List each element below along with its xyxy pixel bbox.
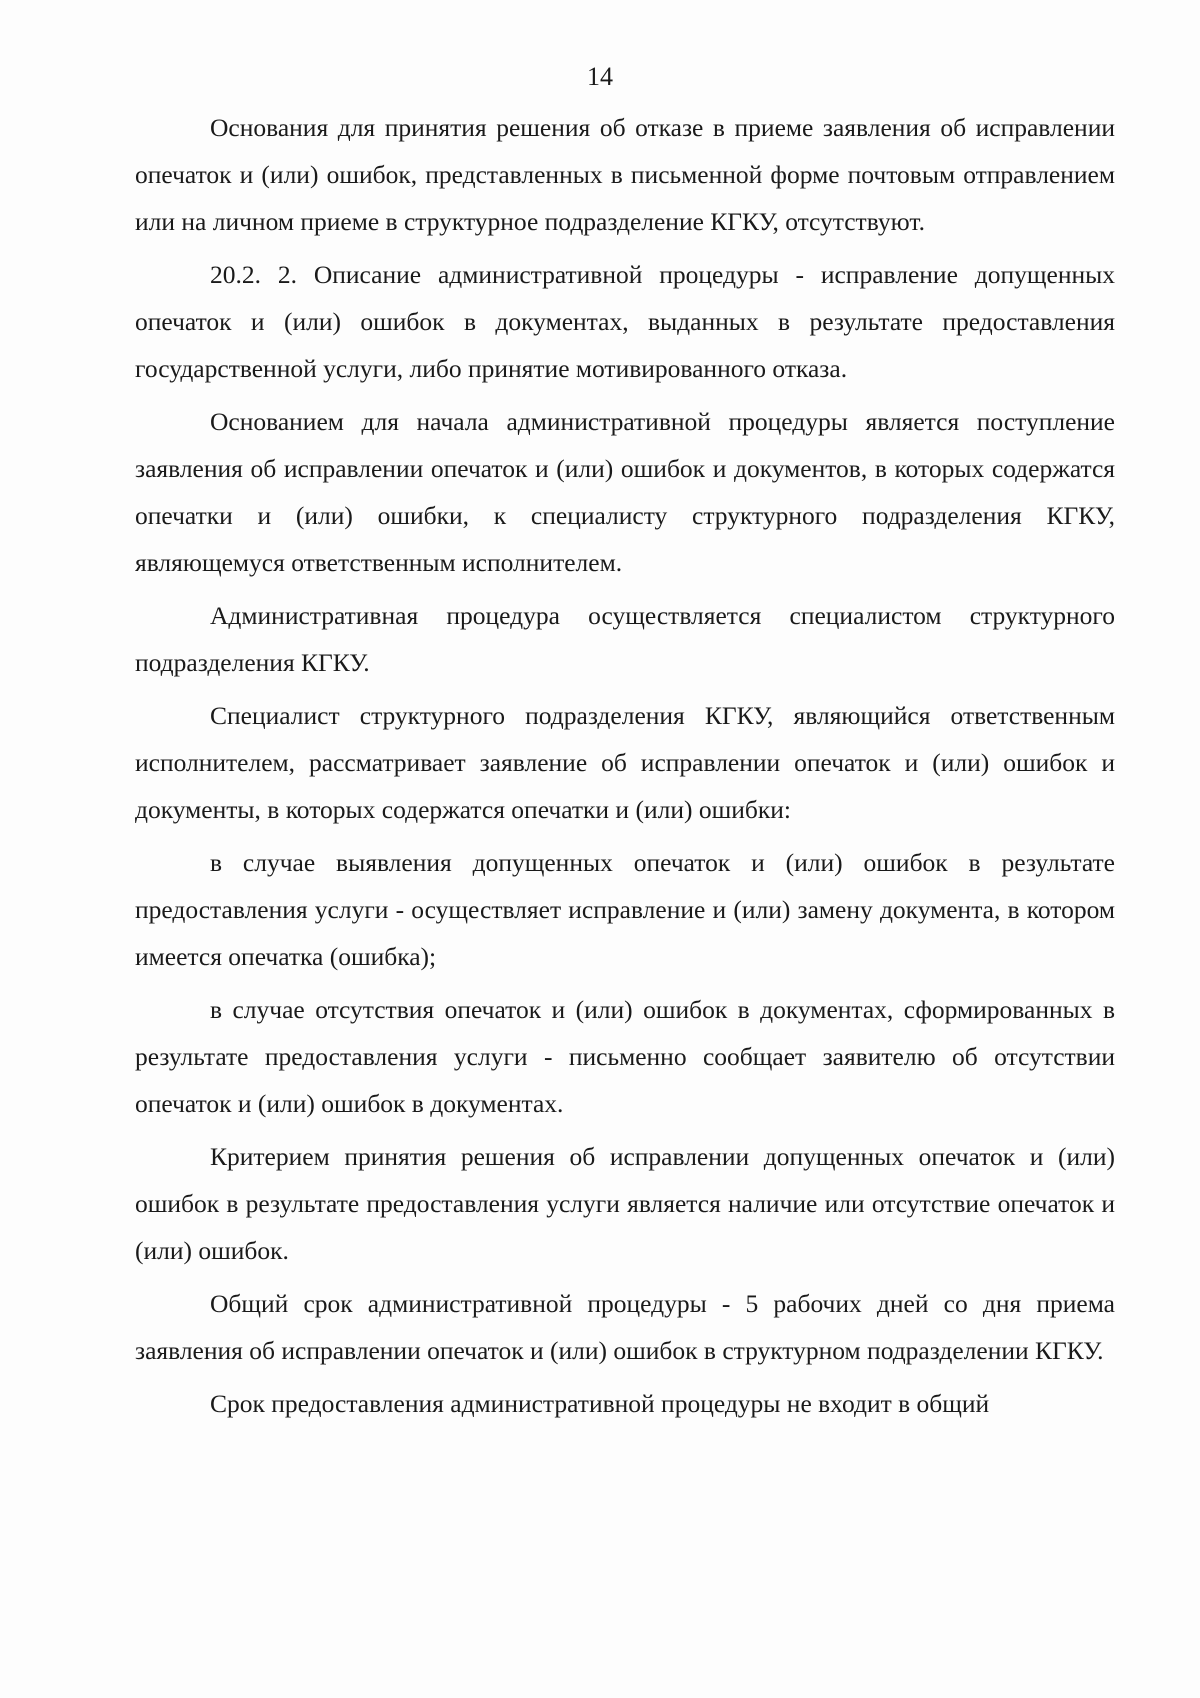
document-body <box>135 104 1115 1427</box>
page-number: 14 <box>587 62 613 91</box>
paragraph-total-term: Общий срок административной процедуры - 5 рабочих дней со дня приема заявления об исправлении опечаток и (или) ошибок в структурном подразделении КГКУ. <box>135 1289 1115 1365</box>
paragraph-procedure-executor: Административная процедура осуществляется специалистом структурного подразделения КГКУ. <box>135 601 1115 677</box>
paragraph-specialist-review: Специалист структурного подразделения КГКУ, являющийся ответственным исполнителем, рассматривает заявление об исправлении опечаток и (или) ошибок и документы, в которых содержатся опечатки и (или) ошибки: <box>135 701 1115 824</box>
paragraph-decision-criterion: Критерием принятия решения об исправлении допущенных опечаток и (или) ошибок в результате предоставления услуги является наличие или отсутствие опечаток и (или) ошибок. <box>135 1142 1115 1265</box>
paragraph-procedure-basis: Основанием для начала административной процедуры является поступление заявления об исправлении опечаток и (или) ошибок и документов, в которых содержатся опечатки и (или) ошибки, к специалисту структурного подразделения КГКУ, являющемуся ответственным исполнителем. <box>135 407 1115 577</box>
paragraph-term-continued: Срок предоставления административной процедуры не входит в общий <box>210 1389 990 1418</box>
paragraph-procedure-description: 20.2. 2. Описание административной процедуры - исправление допущенных опечаток и (или) ошибок в документах, выданных в результате предоставления государственной услуги, либо принятие мотивированного отказа. <box>135 260 1115 383</box>
paragraph-errors-found: в случае выявления допущенных опечаток и (или) ошибок в результате предоставления услуги - осуществляет исправление и (или) замену документа, в котором имеется опечатка (ошибка); <box>135 848 1115 971</box>
paragraph-refusal-grounds: Основания для принятия решения об отказе в приеме заявления об исправлении опечаток и (или) ошибок, представленных в письменной форме почтовым отправлением или на личном приеме в структурное подразделение КГКУ, отсутствуют. <box>135 113 1115 236</box>
paragraph-errors-absent: в случае отсутствия опечаток и (или) ошибок в документах, сформированных в результате предоставления услуги - письменно сообщает заявителю об отсутствии опечаток и (или) ошибок в документах. <box>135 995 1115 1118</box>
